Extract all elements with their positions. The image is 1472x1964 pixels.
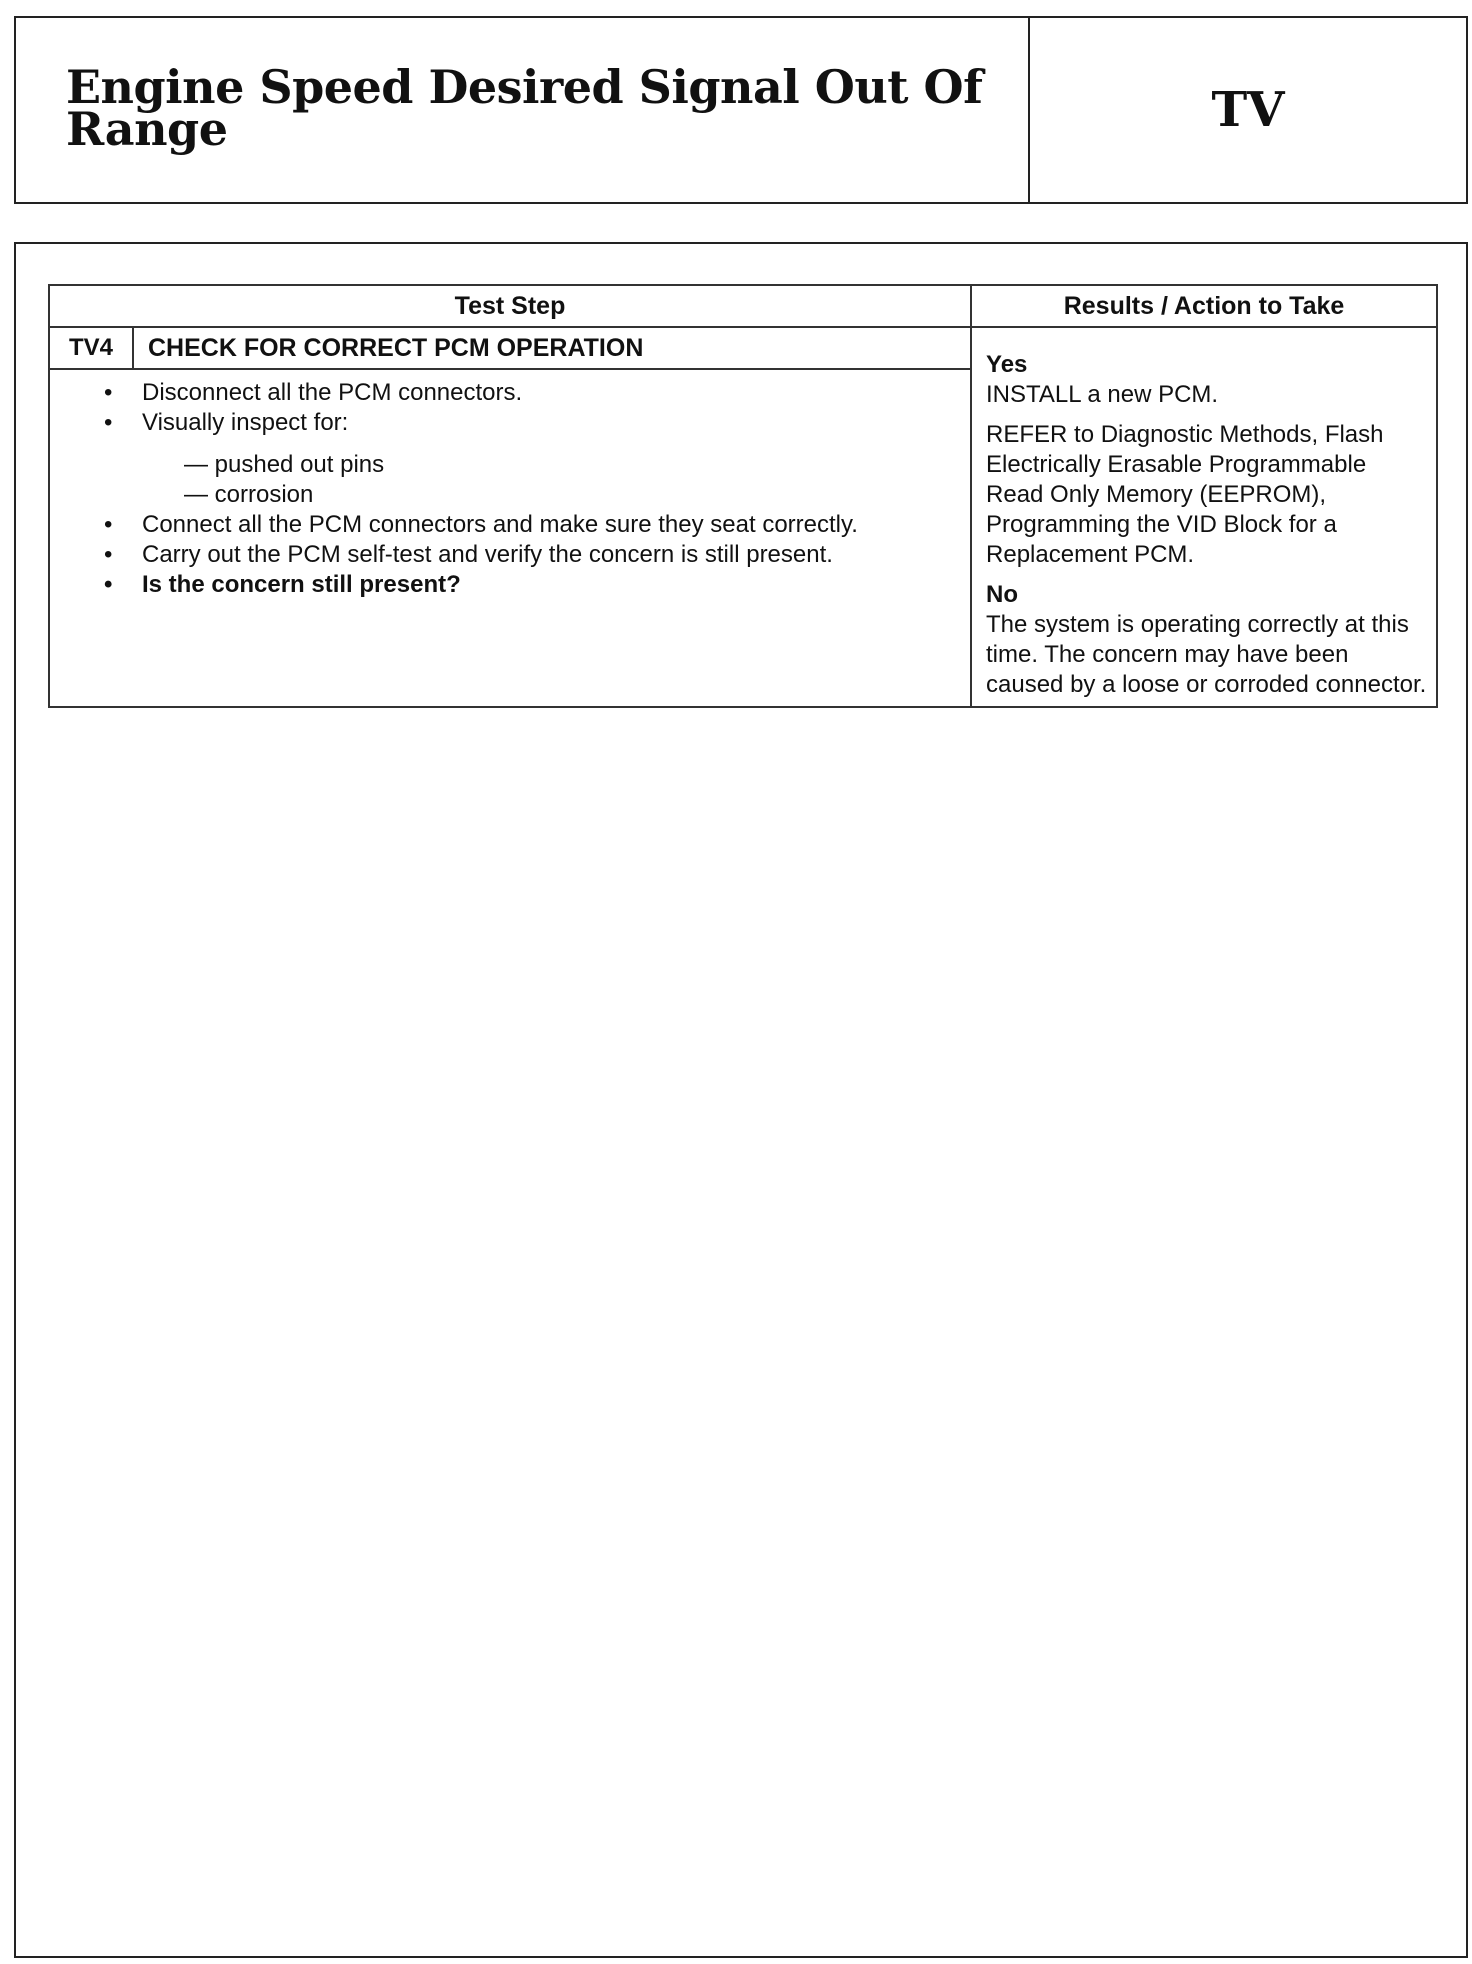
table-header-row (49, 285, 1437, 327)
list-item: • Disconnect all the PCM connectors. (104, 379, 523, 406)
list-item: • Visually inspect for: (104, 409, 349, 436)
yes-action: INSTALL a new PCM. (986, 381, 1219, 408)
step-body (49, 369, 971, 707)
sub-list-item: — corrosion (184, 481, 314, 508)
page-title-line-2: Range (66, 102, 228, 156)
test-step-table (48, 284, 1438, 708)
yes-label: Yes (986, 351, 1028, 378)
main-frame (14, 242, 1468, 1958)
no-label: No (986, 581, 1019, 608)
bullet-icon: • (104, 409, 113, 436)
section-code: TV (1211, 82, 1285, 138)
list-item-question: • Is the concern still present? (104, 571, 461, 598)
step-id: TV4 (49, 327, 133, 369)
header-box (14, 16, 1468, 204)
bullet-icon: • (104, 541, 113, 568)
page-title (16, 18, 1030, 202)
bullet-icon: • (104, 511, 113, 538)
step-list (50, 370, 970, 616)
results-cell (971, 327, 1437, 707)
step-title-row (49, 327, 1437, 369)
list-item: • Connect all the PCM connectors and make sure they seat correctly. (104, 511, 858, 538)
list-item: • Carry out the PCM self-test and verify the concern is still present. (104, 541, 833, 568)
yes-reference: REFER to Diagnostic Methods, Flash Electrically Erasable Programmable Read Only Memory (EEPROM), Programming the VID Block for a Replacement PCM. (986, 421, 1384, 568)
column-header-test-step: Test Step (49, 285, 971, 327)
sub-list-item: — pushed out pins (184, 451, 385, 478)
column-header-results: Results / Action to Take (971, 285, 1437, 327)
bullet-icon: • (104, 571, 113, 598)
page-title-line-1: Engine Speed Desired Signal Out Of (66, 60, 983, 114)
no-action: The system is operating correctly at this time. The concern may have been caused by a loose or corroded connector. (986, 611, 1427, 698)
bullet-icon: • (104, 379, 113, 406)
step-title: CHECK FOR CORRECT PCM OPERATION (133, 327, 971, 369)
